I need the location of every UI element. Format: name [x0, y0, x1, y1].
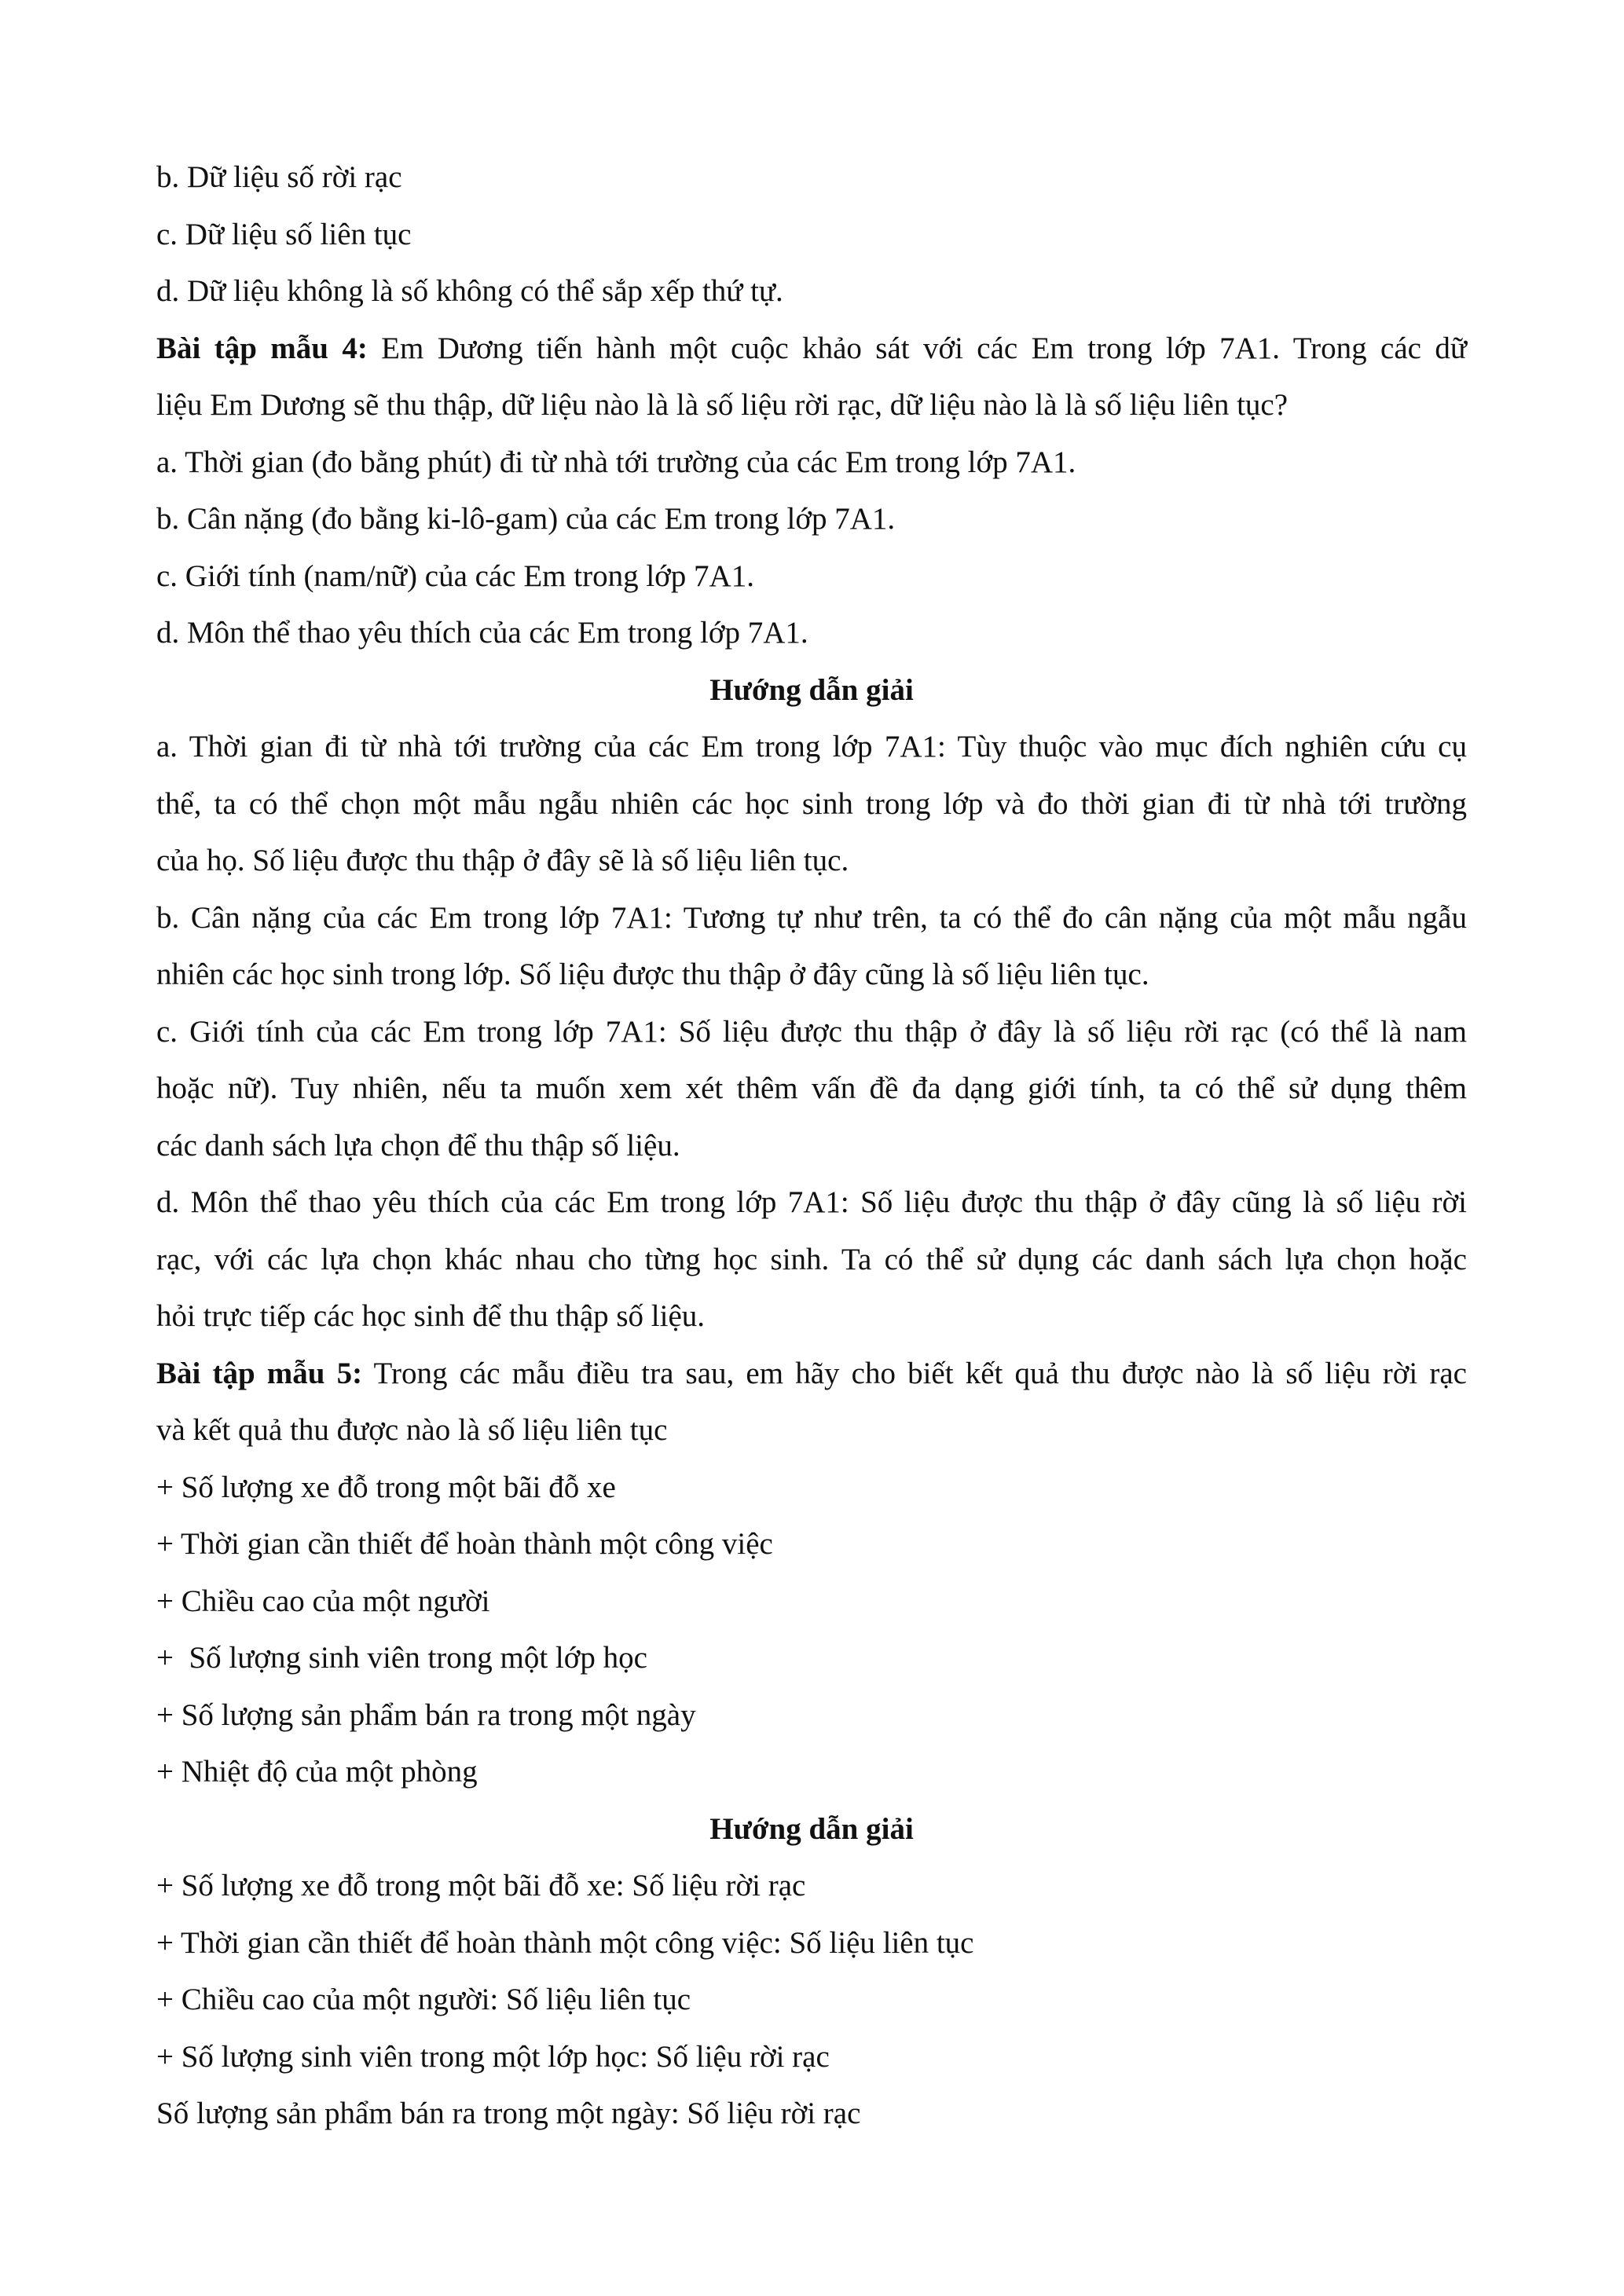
text-line: và kết quả thu được nào là số liệu liên tục: [156, 1413, 668, 1447]
list-item: + Chiều cao của một người: Số liệu liên tục: [156, 1983, 691, 2016]
section-heading: Hướng dẫn giải: [709, 672, 914, 707]
list-item: + Số lượng sinh viên trong một lớp học: [156, 1641, 647, 1675]
text-line: d. Dữ liệu không là số không có thể sắp xếp thứ tự.: [156, 274, 783, 308]
list-item: + Số lượng sinh viên trong một lớp học: Số liệu rời rạc: [156, 2039, 830, 2074]
list-item: + Thời gian cần thiết để hoàn thành một công việc: [156, 1527, 773, 1561]
text-line: c. Giới tính (nam/nữ) của các Em trong lớp 7A1.: [156, 558, 754, 593]
text-line: a. Thời gian đi từ nhà tới trường của các Em trong lớp 7A1: Tùy thuộc vào mục đích nghiên cứu cụ: [156, 730, 1467, 764]
exercise-label: Bài tập mẫu 4:: [156, 331, 368, 365]
text-line: b. Cân nặng của các Em trong lớp 7A1: Tương tự như trên, ta có thể đo cân nặng của một mẫu ngẫu: [156, 900, 1467, 935]
document-page: [156, 149, 1467, 2143]
text-line: của họ. Số liệu được thu thập ở đây sẽ là số liệu liên tục.: [156, 844, 849, 877]
list-item: + Nhiệt độ của một phòng: [156, 1755, 478, 1789]
text-line: a. Thời gian (đo bằng phút) đi từ nhà tới trường của các Em trong lớp 7A1.: [156, 445, 1076, 479]
list-item: + Số lượng xe đỗ trong một bãi đỗ xe: Số liệu rời rạc: [156, 1869, 806, 1902]
exercise-5-intro: [156, 1346, 1467, 1403]
text-line: b. Dữ liệu số rời rạc: [156, 160, 402, 194]
text-span: Trong các mẫu điều tra sau, em hãy cho biết kết quả thu được nào là số liệu rời rạc: [362, 1356, 1467, 1390]
exercise-4-intro: [156, 320, 1467, 378]
exercise-label: Bài tập mẫu 5:: [156, 1356, 363, 1390]
text-line: c. Dữ liệu số liên tục: [156, 217, 412, 251]
list-item: + Chiều cao của một người: [156, 1584, 490, 1618]
text-line: b. Cân nặng (đo bằng ki-lô-gam) của các Em trong lớp 7A1.: [156, 502, 896, 536]
text-line: rạc, với các lựa chọn khác nhau cho từng học sinh. Ta có thể sử dụng các danh sách lựa chọn hoặc: [156, 1242, 1467, 1276]
text-line: d. Môn thể thao yêu thích của các Em trong lớp 7A1: Số liệu được thu thập ở đây cũng là số liệu rời: [156, 1185, 1467, 1219]
text-line: nhiên các học sinh trong lớp. Số liệu được thu thập ở đây cũng là số liệu liên tục.: [156, 958, 1149, 991]
text-line: các danh sách lựa chọn để thu thập số liệu.: [156, 1128, 680, 1163]
list-item: + Số lượng xe đỗ trong một bãi đỗ xe: [156, 1470, 616, 1504]
text-line: hỏi trực tiếp các học sinh để thu thập số liệu.: [156, 1299, 706, 1333]
text-line: thể, ta có thể chọn một mẫu ngẫu nhiên các học sinh trong lớp và đo thời gian đi từ nhà tới trường: [156, 786, 1467, 821]
section-heading: Hướng dẫn giải: [709, 1811, 914, 1846]
list-item: Số lượng sản phẩm bán ra trong một ngày: Số liệu rời rạc: [156, 2096, 861, 2130]
list-item: + Thời gian cần thiết để hoàn thành một công việc: Số liệu liên tục: [156, 1925, 974, 1960]
text-line: d. Môn thể thao yêu thích của các Em trong lớp 7A1.: [156, 616, 808, 650]
text-line: liệu Em Dương sẽ thu thập, dữ liệu nào là là số liệu rời rạc, dữ liệu nào là là số liệu liên tục?: [156, 388, 1289, 422]
text-line: c. Giới tính của các Em trong lớp 7A1: Số liệu được thu thập ở đây là số liệu rời rạc (có thể là nam: [156, 1014, 1467, 1049]
text-span: Em Dương tiến hành một cuộc khảo sát với các Em trong lớp 7A1. Trong các dữ: [367, 331, 1467, 365]
list-item: + Số lượng sản phẩm bán ra trong một ngày: [156, 1697, 696, 1732]
text-line: hoặc nữ). Tuy nhiên, nếu ta muốn xem xét thêm vấn đề đa dạng giới tính, ta có thể sử dụng thêm: [156, 1071, 1467, 1105]
